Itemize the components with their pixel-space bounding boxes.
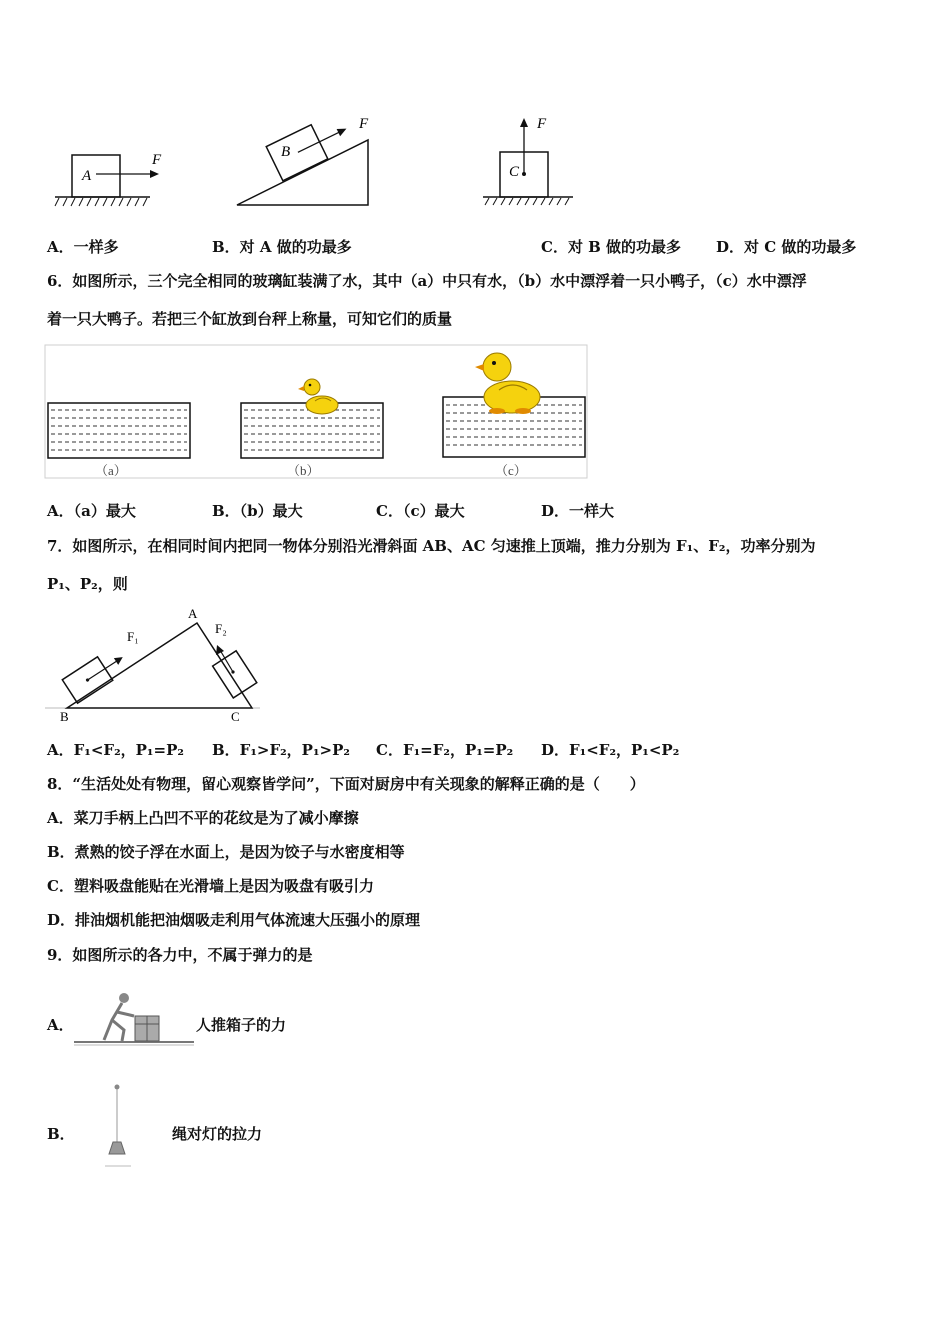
q6-figure xyxy=(45,345,590,480)
q6-tank-a xyxy=(48,403,190,458)
q7-force-f1: F₁ xyxy=(127,629,139,644)
q7-point-b: B xyxy=(60,709,69,724)
q5-block-c-label: C xyxy=(509,164,520,180)
q5-option-d[interactable]: D．对 C 做的功最多 xyxy=(716,238,857,256)
q9-option-a-letter[interactable]: A． xyxy=(47,1016,74,1034)
q7-option-c[interactable]: C．F₁=F₂，P₁=P₂ xyxy=(376,741,514,759)
q5-option-a[interactable]: A．一样多 xyxy=(47,238,119,256)
q7-option-a[interactable]: A．F₁<F₂，P₁=P₂ xyxy=(47,741,184,759)
q6-option-c[interactable]: C．（c）最大 xyxy=(376,502,465,520)
q5-option-c[interactable]: C．对 B 做的功最多 xyxy=(541,238,682,256)
q8-option-c[interactable]: C．塑料吸盘能贴在光滑墙上是因为吸盘有吸引力 xyxy=(47,877,374,895)
q9-hanging-lamp-icon xyxy=(95,1082,150,1172)
q7-stem-line2: P₁、P₂，则 xyxy=(47,575,128,593)
q5-block-b-label: B xyxy=(281,144,291,160)
q5-force-b-label: F xyxy=(359,116,369,132)
q6-caption-a: （a） xyxy=(95,463,127,478)
q5-block-a-label: A xyxy=(82,168,92,184)
q9-person-pushing-box-icon xyxy=(72,990,197,1050)
q6-caption-b: （b） xyxy=(287,463,320,478)
q7-figure xyxy=(45,605,265,725)
q7-option-d[interactable]: D．F₁<F₂，P₁<P₂ xyxy=(541,741,680,759)
q8-option-a[interactable]: A．菜刀手柄上凸凹不平的花纹是为了减小摩擦 xyxy=(47,809,359,827)
q9-option-b-text[interactable]: 绳对灯的拉力 xyxy=(172,1125,263,1143)
q6-option-b[interactable]: B．（b）最大 xyxy=(212,502,303,520)
q6-tank-b xyxy=(241,379,383,458)
q5-figure-b xyxy=(235,110,395,210)
q6-option-d[interactable]: D．一样大 xyxy=(541,502,615,520)
q6-caption-c: （c） xyxy=(495,463,527,478)
q6-stem-line2: 着一只大鸭子。若把三个缸放到台秤上称量，可知它们的质量 xyxy=(47,310,453,328)
q5-force-c-label: F xyxy=(537,116,547,132)
q9-option-b-letter[interactable]: B． xyxy=(47,1125,75,1143)
q9-stem: 9．如图所示的各力中，不属于弹力的是 xyxy=(47,946,313,964)
q9-option-a-text[interactable]: 人推箱子的力 xyxy=(196,1016,287,1034)
q7-force-f2: F₂ xyxy=(215,621,227,636)
q7-stem-line1: 7．如图所示，在相同时间内把同一物体分别沿光滑斜面 AB、AC 匀速推上顶端，推力分别为 F₁、F₂，功率分别为 xyxy=(47,537,816,555)
q5-force-a-label: F xyxy=(152,152,162,168)
q6-tank-c xyxy=(443,353,585,457)
q8-option-b[interactable]: B．煮熟的饺子浮在水面上，是因为饺子与水密度相等 xyxy=(47,843,405,861)
q7-option-b[interactable]: B．F₁>F₂，P₁>P₂ xyxy=(212,741,350,759)
q5-option-b[interactable]: B．对 A 做的功最多 xyxy=(212,238,352,256)
q6-stem-line1: 6．如图所示，三个完全相同的玻璃缸装满了水，其中（a）中只有水，（b）水中漂浮着一只小鸭子，（c）水中漂浮 xyxy=(47,272,807,290)
q7-point-c: C xyxy=(231,709,240,724)
q7-point-a: A xyxy=(188,606,198,621)
q8-option-d[interactable]: D．排油烟机能把油烟吸走利用气体流速大压强小的原理 xyxy=(47,911,421,929)
q8-stem: 8．“生活处处有物理，留心观察皆学问”，下面对厨房中有关现象的解释正确的是（ ） xyxy=(47,775,645,793)
q5-figure-a xyxy=(55,140,165,215)
q6-option-a[interactable]: A．（a）最大 xyxy=(47,502,136,520)
q5-figure-c xyxy=(483,110,583,210)
